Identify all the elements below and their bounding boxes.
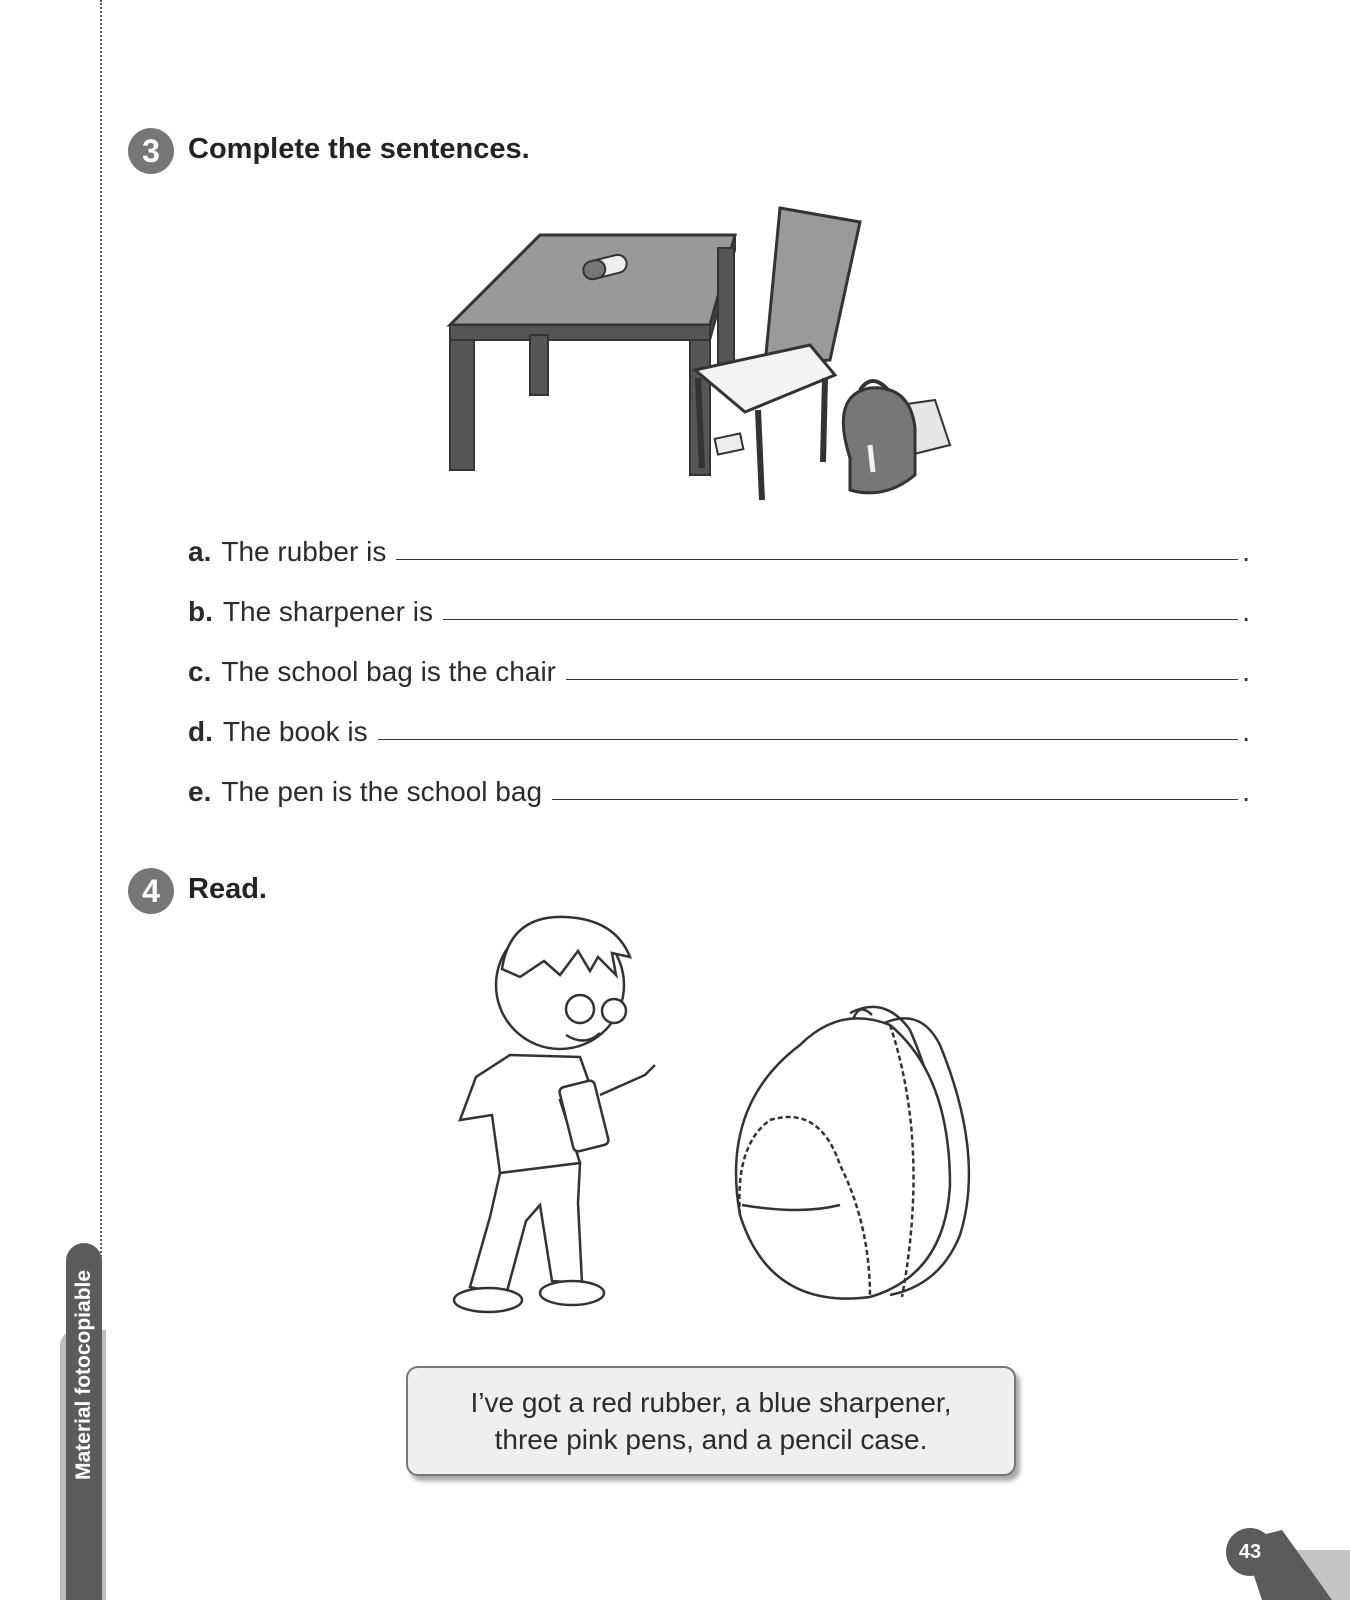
sentence-a-text: The rubber is [221, 536, 387, 567]
sentence-c-answer-line[interactable] [566, 679, 1238, 680]
exercise-4-number-badge: 4 [128, 868, 174, 914]
sentence-b-period: . [1242, 596, 1250, 627]
sentence-e [188, 768, 1250, 808]
sentence-e-period: . [1242, 776, 1250, 807]
sentence-e-answer-line[interactable] [552, 799, 1238, 800]
speech-box [406, 1366, 1016, 1476]
sentence-d-period: . [1242, 716, 1250, 747]
sentence-d-letter: d. [188, 716, 213, 747]
sentence-a-period: . [1242, 536, 1250, 567]
sharpener-illustration [715, 433, 744, 454]
sentence-c-period: . [1242, 656, 1250, 687]
sentence-c-letter: c. [188, 656, 212, 687]
sentence-e-letter: e. [188, 776, 212, 807]
speech-line-2: three pink pens, and a pencil case. [494, 1424, 928, 1455]
sentence-b-text: The sharpener is [222, 596, 433, 627]
sentence-d-text: The book is [222, 716, 368, 747]
speech-line-1: I’ve got a red rubber, a blue sharpener, [470, 1387, 952, 1418]
boy-illustration [454, 917, 655, 1312]
school-bag-illustration [843, 381, 915, 493]
sentence-d-answer-line[interactable] [378, 739, 1239, 740]
backpack-illustration [736, 1007, 969, 1299]
exercise-4-heading: Read. [188, 873, 267, 905]
side-tab-label: Material fotocopiable [72, 1269, 95, 1480]
sentence-a [188, 528, 1250, 568]
table-chair-bag-illustration [440, 200, 980, 520]
sentence-d [188, 708, 1250, 748]
sentence-a-answer-line[interactable] [396, 559, 1238, 560]
sentence-b-letter: b. [188, 596, 213, 627]
exercise-3-number-badge: 3 [128, 128, 174, 174]
sentence-e-text: The pen is the school bag [221, 776, 543, 807]
page-number: 43 [1226, 1528, 1274, 1576]
sentence-c-text: The school bag is the chair [221, 656, 556, 687]
boy-and-backpack-illustration [440, 905, 1020, 1345]
exercise-3-heading: Complete the sentences. [188, 133, 530, 165]
sentence-b [188, 588, 1250, 628]
sentence-b-answer-line[interactable] [443, 619, 1238, 620]
sentence-c [188, 648, 1250, 688]
sentence-a-letter: a. [188, 536, 212, 567]
